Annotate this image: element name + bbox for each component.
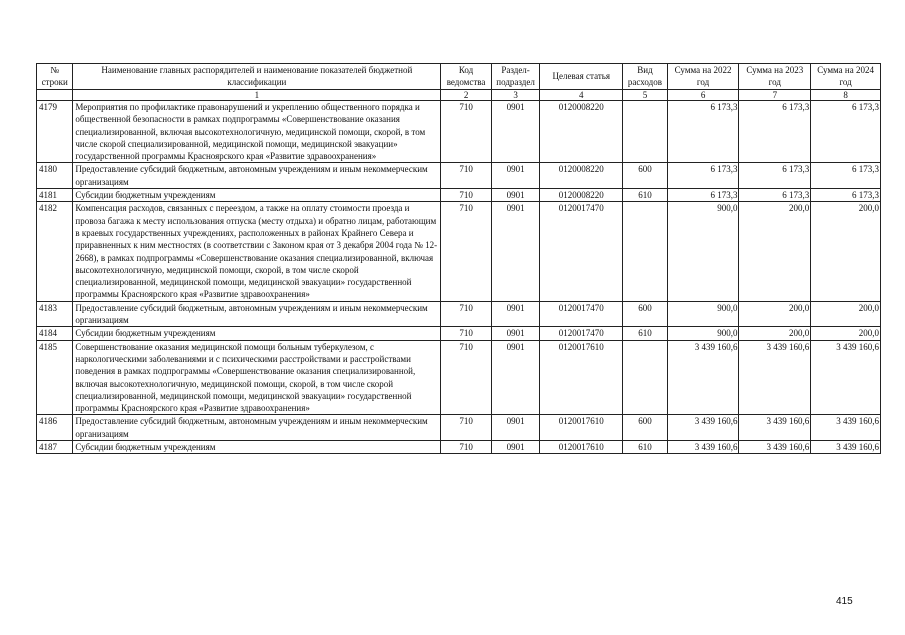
row-name: Субсидии бюджетным учреждениям [73,327,441,340]
row-dept-code: 710 [441,202,492,301]
row-number: 4179 [37,101,73,163]
row-sum-2024: 3 439 160,6 [811,415,881,441]
row-sum-2023: 6 173,3 [739,189,811,202]
row-name: Предоставление субсидий бюджетным, автономным учреждениям и иным некоммерческим организациям [73,163,441,189]
row-expense-type [623,340,667,415]
table-row [37,202,881,301]
table-row [37,301,881,327]
row-section: 0901 [491,301,540,327]
row-number: 4185 [37,340,73,415]
row-dept-code: 710 [441,327,492,340]
row-sum-2024: 3 439 160,6 [811,441,881,454]
row-sum-2023: 3 439 160,6 [739,441,811,454]
row-section: 0901 [491,415,540,441]
row-sum-2023: 200,0 [739,301,811,327]
row-number: 4182 [37,202,73,301]
row-name: Мероприятия по профилактике правонарушений и укреплению общественного порядка и общественной безопасности в рамках подпрограммы «Совершенствование оказания специализированной, включая высокотехнологичную, медицинской помощи, скорой, в том числе скорой специализированной, медицинской помощи, медицинской эвакуации» государственной программы Красноярского края «Развитие здравоохранения» [73,101,441,163]
row-expense-type: 600 [623,415,667,441]
row-section: 0901 [491,101,540,163]
row-section: 0901 [491,327,540,340]
row-expense-type: 600 [623,301,667,327]
row-target-article: 0120017470 [540,327,623,340]
header-number-cell: 7 [739,90,811,101]
header-number-cell [37,90,73,101]
budget-table [36,63,881,454]
header-sum-2023: Сумма на 2023 год [739,64,811,90]
row-sum-2024: 6 173,3 [811,189,881,202]
table-row [37,189,881,202]
row-sum-2023: 200,0 [739,202,811,301]
row-sum-2022: 900,0 [667,327,739,340]
row-number: 4181 [37,189,73,202]
header-row-number: № строки [37,64,73,90]
row-target-article: 0120017470 [540,301,623,327]
row-sum-2023: 3 439 160,6 [739,340,811,415]
row-sum-2024: 6 173,3 [811,163,881,189]
row-target-article: 0120008220 [540,163,623,189]
table-row [37,327,881,340]
row-section: 0901 [491,441,540,454]
row-target-article: 0120008220 [540,101,623,163]
row-sum-2024: 3 439 160,6 [811,340,881,415]
row-target-article: 0120017470 [540,202,623,301]
header-number-cell: 5 [623,90,667,101]
row-name: Предоставление субсидий бюджетным, автономным учреждениям и иным некоммерческим организациям [73,301,441,327]
row-sum-2022: 6 173,3 [667,163,739,189]
header-number-cell: 4 [540,90,623,101]
row-sum-2024: 6 173,3 [811,101,881,163]
header-number-cell: 2 [441,90,492,101]
header-sum-2024: Сумма на 2024 год [811,64,881,90]
row-sum-2024: 200,0 [811,202,881,301]
table-row [37,441,881,454]
table-row [37,415,881,441]
header-section: Раздел-подраздел [491,64,540,90]
row-target-article: 0120017610 [540,441,623,454]
header-sum-2022: Сумма на 2022 год [667,64,739,90]
row-sum-2023: 200,0 [739,327,811,340]
row-sum-2022: 6 173,3 [667,101,739,163]
row-section: 0901 [491,163,540,189]
table-row [37,340,881,415]
row-number: 4183 [37,301,73,327]
header-number-cell: 8 [811,90,881,101]
row-sum-2022: 3 439 160,6 [667,441,739,454]
row-sum-2022: 6 173,3 [667,189,739,202]
row-dept-code: 710 [441,415,492,441]
row-sum-2023: 3 439 160,6 [739,415,811,441]
row-dept-code: 710 [441,163,492,189]
row-name: Компенсация расходов, связанных с переездом, а также на оплату стоимости проезда и провоза багажа к месту использования отпуска (месту отдыха) и обратно лицам, работающим в краевых государственных учреждениях, расположенных в районах Крайнего Севера и приравненных к ним местностях (в соответствии с Законом края от 3 декабря 2004 года № 12-2668), в рамках подпрограммы «Совершенствование оказания специализированной, включая высокотехнологичную, медицинской помощи, скорой, в том числе скорой специализированной, медицинской помощи, медицинской эвакуации» государственной программы Красноярского края «Развитие здравоохранения» [73,202,441,301]
page-number: 415 [836,596,853,607]
row-sum-2023: 6 173,3 [739,163,811,189]
row-expense-type: 610 [623,189,667,202]
row-expense-type [623,202,667,301]
row-expense-type [623,101,667,163]
header-number-cell: 3 [491,90,540,101]
row-sum-2022: 900,0 [667,301,739,327]
row-expense-type: 610 [623,441,667,454]
row-sum-2022: 900,0 [667,202,739,301]
row-dept-code: 710 [441,441,492,454]
row-number: 4187 [37,441,73,454]
row-name: Субсидии бюджетным учреждениям [73,189,441,202]
row-expense-type: 610 [623,327,667,340]
row-number: 4180 [37,163,73,189]
row-section: 0901 [491,189,540,202]
header-target-article: Целевая статья [540,64,623,90]
header-expense-type: Вид расходов [623,64,667,90]
row-dept-code: 710 [441,101,492,163]
row-sum-2022: 3 439 160,6 [667,415,739,441]
row-target-article: 0120017610 [540,340,623,415]
row-name: Субсидии бюджетным учреждениям [73,441,441,454]
row-number: 4186 [37,415,73,441]
table-row [37,101,881,163]
row-section: 0901 [491,340,540,415]
header-number-cell: 6 [667,90,739,101]
row-sum-2022: 3 439 160,6 [667,340,739,415]
row-dept-code: 710 [441,301,492,327]
header-number-cell: 1 [73,90,441,101]
row-sum-2024: 200,0 [811,301,881,327]
row-section: 0901 [491,202,540,301]
row-sum-2024: 200,0 [811,327,881,340]
row-target-article: 0120017610 [540,415,623,441]
row-name: Предоставление субсидий бюджетным, автономным учреждениям и иным некоммерческим организациям [73,415,441,441]
row-name: Совершенствование оказания медицинской помощи больным туберкулезом, с наркологическими заболеваниями и с психическими расстройствами и расстройствами поведения в рамках подпрограммы «Совершенствование оказания специализированной, включая высокотехнологичную, медицинской помощи, скорой, в том числе скорой специализированной, медицинской помощи, медицинской эвакуации» государственной программы Красноярского края «Развитие здравоохранения» [73,340,441,415]
row-dept-code: 710 [441,189,492,202]
row-expense-type: 600 [623,163,667,189]
row-dept-code: 710 [441,340,492,415]
row-sum-2023: 6 173,3 [739,101,811,163]
header-dept-code: Код ведомства [441,64,492,90]
row-number: 4184 [37,327,73,340]
header-name: Наименование главных распорядителей и наименование показателей бюджетной классификации [73,64,441,90]
table-row [37,163,881,189]
row-target-article: 0120008220 [540,189,623,202]
